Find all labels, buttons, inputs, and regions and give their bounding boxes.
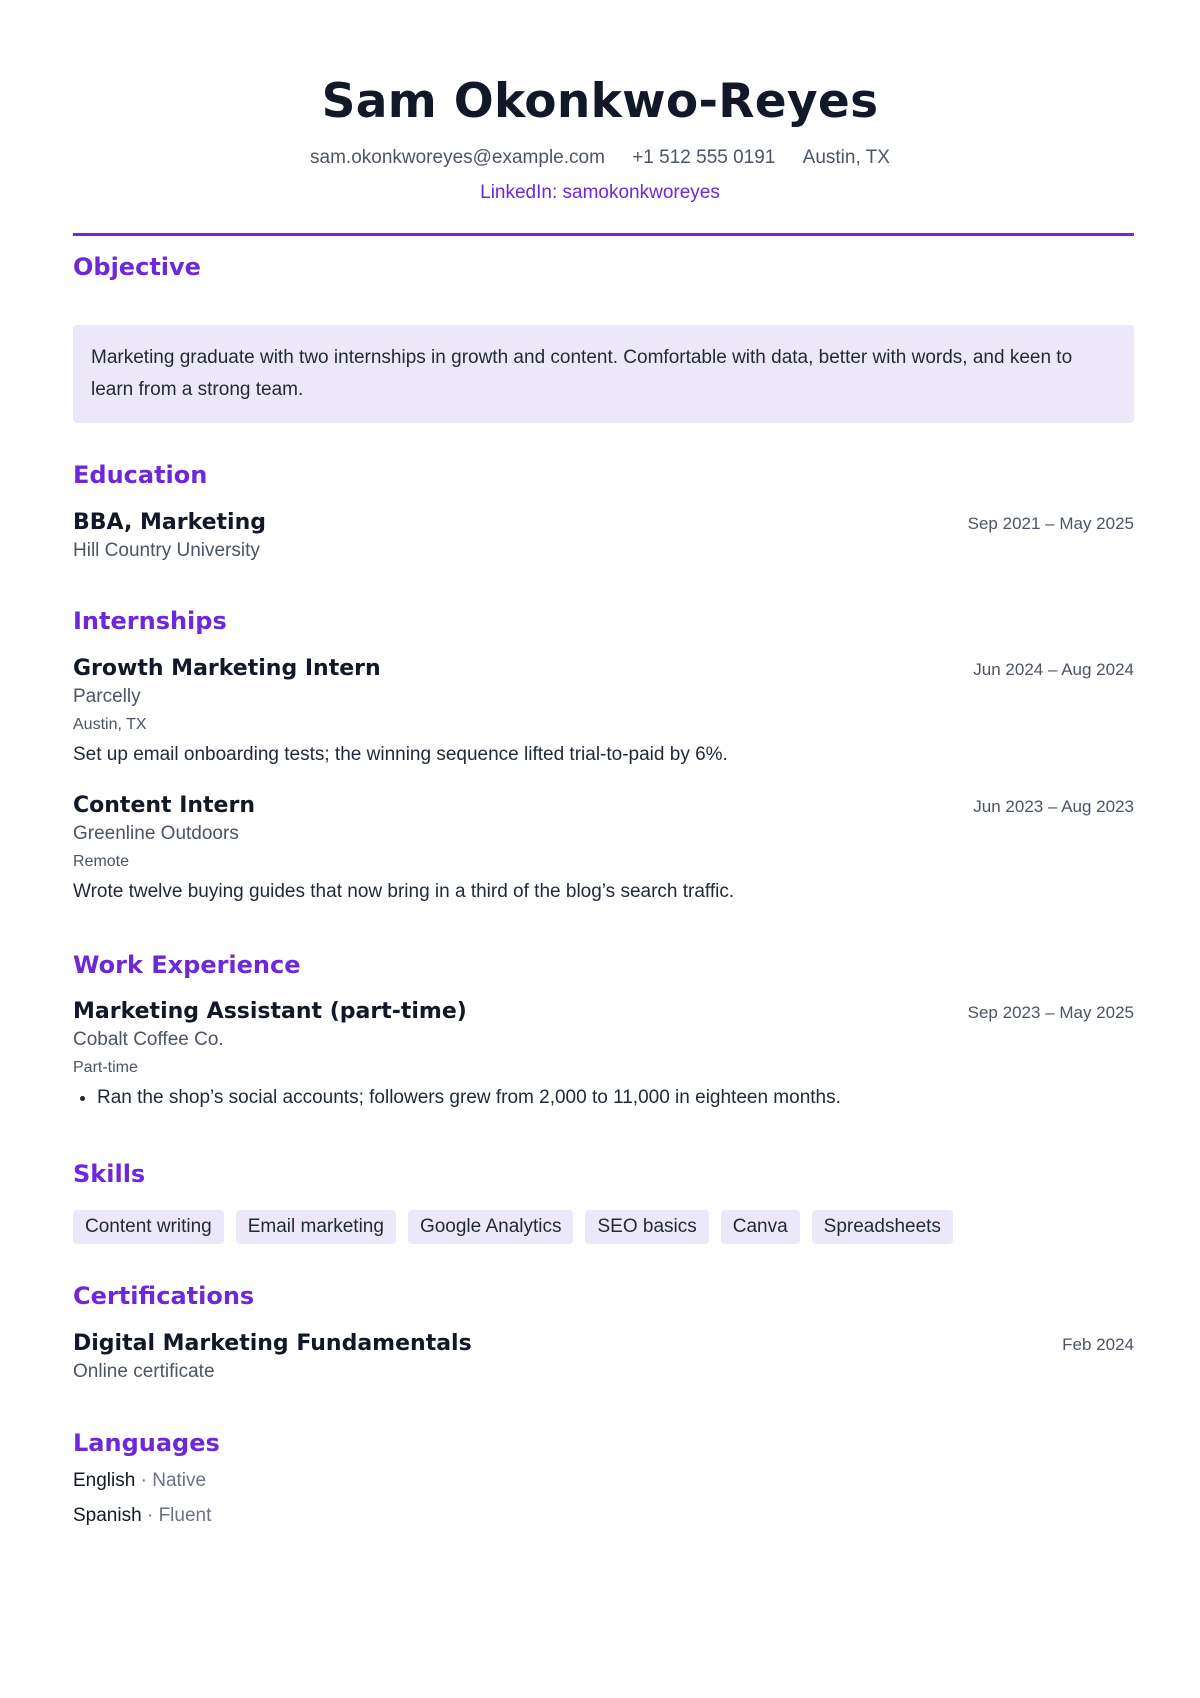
role-description: Wrote twelve buying guides that now bring in a third of the blog’s search traffic. (73, 881, 735, 902)
role-dates: Jun 2023 – Aug 2023 (973, 797, 1134, 816)
language-level: Fluent (158, 1505, 212, 1526)
education-entry (73, 509, 1134, 564)
company-name: Greenline Outdoors (73, 823, 239, 844)
certification-date: Feb 2024 (1062, 1335, 1134, 1354)
skill-chip: Google Analytics (408, 1210, 574, 1244)
location-text: Austin, TX (802, 147, 890, 168)
skill-chip: SEO basics (585, 1210, 708, 1244)
certification-name: Digital Marketing Fundamentals (73, 1331, 472, 1356)
role-title: Marketing Assistant (part-time) (73, 999, 467, 1024)
language-item: English · Native (73, 1470, 207, 1491)
certification-entry (73, 1330, 1134, 1385)
phone-text: +1 512 555 0191 (632, 147, 776, 168)
work-heading: Work Experience (73, 951, 301, 979)
language-name: Spanish (73, 1505, 142, 1526)
contact-line (0, 146, 1200, 170)
candidate-name: Sam Okonkwo-Reyes (321, 74, 879, 129)
header-divider (73, 233, 1134, 236)
company-name: Cobalt Coffee Co. (73, 1029, 224, 1050)
language-item: Spanish · Fluent (73, 1505, 212, 1526)
certifications-heading: Certifications (73, 1282, 255, 1310)
education-heading: Education (73, 461, 208, 489)
role-title: Content Intern (73, 793, 255, 818)
role-description: Set up email onboarding tests; the winning sequence lifted trial-to-paid by 6%. (73, 744, 728, 765)
role-location: Austin, TX (73, 716, 147, 733)
skill-chip: Email marketing (236, 1210, 396, 1244)
school-name: Hill Country University (73, 540, 260, 561)
role-title: Growth Marketing Intern (73, 656, 381, 681)
objective-box: Marketing graduate with two internships in growth and content. Comfortable with data, better with words, and keen to learn from a strong team. (73, 325, 1134, 423)
work-bullets (73, 1085, 1134, 1111)
internships-heading: Internships (73, 607, 227, 635)
company-name: Parcelly (73, 686, 141, 707)
internship-entry (73, 655, 1134, 768)
email-text: sam.okonkworeyes@example.com (310, 147, 605, 168)
role-location: Remote (73, 853, 130, 870)
skills-list (73, 1210, 953, 1244)
role-dates: Jun 2024 – Aug 2024 (973, 660, 1134, 679)
certification-issuer: Online certificate (73, 1361, 215, 1382)
language-name: English (73, 1470, 136, 1491)
objective-heading: Objective (73, 253, 201, 281)
education-dates: Sep 2021 – May 2025 (967, 514, 1134, 533)
degree-title: BBA, Marketing (73, 510, 267, 535)
skill-chip: Content writing (73, 1210, 224, 1244)
skill-chip: Spreadsheets (812, 1210, 953, 1244)
linkedin-link[interactable]: LinkedIn: samokonkworeyes (480, 182, 720, 203)
bullet-item: • Ran the shop’s social accounts; followers grew from 2,000 to 11,000 in eighteen months. (97, 1085, 1134, 1111)
internship-entry (73, 792, 1134, 905)
employment-type: Part-time (73, 1059, 138, 1076)
languages-heading: Languages (73, 1429, 220, 1457)
role-dates: Sep 2023 – May 2025 (967, 1003, 1134, 1022)
skills-heading: Skills (73, 1160, 146, 1188)
skill-chip: Canva (721, 1210, 800, 1244)
work-entry (73, 998, 1134, 1111)
language-level: Native (152, 1470, 207, 1491)
resume-header (0, 0, 1200, 205)
